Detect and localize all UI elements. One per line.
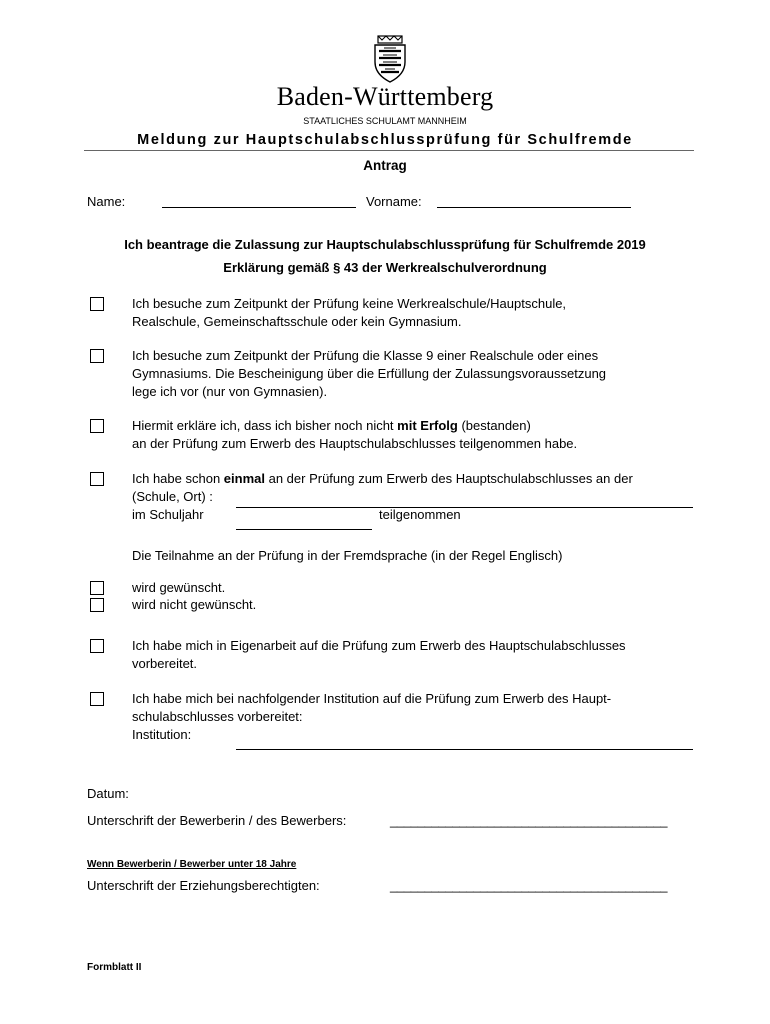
name-label: Name:: [87, 194, 126, 209]
text-segment: an der Prüfung zum Erwerb des Hauptschulabschlusses an der: [264, 471, 633, 486]
checkbox-attempted-once[interactable]: [90, 472, 104, 486]
option-self-study: [132, 637, 702, 673]
option-text-line: [132, 417, 702, 435]
title-divider: [84, 150, 694, 151]
office-name: STAATLICHES SCHULAMT MANNHEIM: [303, 116, 467, 126]
language-yes-label: wird gewünscht.: [132, 580, 226, 595]
checkbox-language-no[interactable]: [90, 598, 104, 612]
participated-label: teilgenommen: [379, 507, 461, 522]
date-label: Datum:: [87, 786, 129, 801]
option-text-line: Ich besuche zum Zeitpunkt der Prüfung die Klasse 9 einer Realschule oder eines: [132, 348, 599, 363]
school-year-label: im Schuljahr: [132, 507, 204, 522]
form-id: Formblatt II: [87, 962, 142, 973]
declaration-heading: Erklärung gemäß § 43 der Werkrealschulverordnung: [223, 260, 547, 275]
vorname-label: Vorname:: [366, 194, 422, 209]
option-text-line: Gymnasiums. Die Bescheinigung über die Erfüllung der Zulassungsvoraussetzung: [132, 366, 607, 381]
emphasis-text: einmal: [223, 471, 265, 486]
option-not-passed: [132, 417, 702, 453]
option-institution: [132, 690, 702, 744]
guardian-signature-field[interactable]: ________________________________________: [390, 878, 668, 893]
option-text-line: vorbereitet.: [132, 656, 198, 671]
option-text-line: Ich habe mich in Eigenarbeit auf die Prüfung zum Erwerb des Hauptschulabschlusses: [132, 638, 626, 653]
option-text-line: [132, 470, 702, 488]
institution-field[interactable]: [236, 749, 693, 750]
option-no-school: [132, 295, 702, 331]
school-place-label: (Schule, Ort) :: [132, 489, 213, 504]
language-no-label: wird nicht gewünscht.: [132, 597, 257, 612]
checkbox-language-yes[interactable]: [90, 581, 104, 595]
vorname-field[interactable]: [437, 207, 631, 208]
brand-name: Baden-Württemberg: [276, 82, 494, 111]
institution-label: Institution:: [132, 727, 192, 742]
option-text-line: Realschule, Gemeinschaftsschule oder kein Gymnasium.: [132, 314, 462, 329]
option-text-line: lege ich vor (nur von Gymnasien).: [132, 384, 328, 399]
school-year-field[interactable]: [236, 529, 372, 530]
application-statement: Ich beantrage die Zulassung zur Hauptschulabschlussprüfung für Schulfremde 2019: [124, 237, 646, 252]
checkbox-no-school[interactable]: [90, 297, 104, 311]
school-place-field[interactable]: [236, 507, 693, 508]
page-subtitle: Antrag: [363, 158, 407, 173]
applicant-signature-field[interactable]: ________________________________________: [390, 813, 668, 828]
option-class-9: [132, 347, 702, 401]
name-field[interactable]: [162, 207, 356, 208]
guardian-signature-label: Unterschrift der Erziehungsberechtigten:: [87, 878, 320, 893]
checkbox-class-9[interactable]: [90, 349, 104, 363]
emphasis-text: mit Erfolg: [397, 418, 458, 433]
option-text-line: Ich besuche zum Zeitpunkt der Prüfung keine Werkrealschule/Hauptschule,: [132, 296, 567, 311]
option-text-line: Ich habe mich bei nachfolgender Institution auf die Prüfung zum Erwerb des Haupt-: [132, 691, 612, 706]
page-title: Meldung zur Hauptschulabschlussprüfung für Schulfremde: [137, 132, 633, 148]
checkbox-institution[interactable]: [90, 692, 104, 706]
text-segment: (bestanden): [457, 418, 531, 433]
minor-note: Wenn Bewerberin / Bewerber unter 18 Jahre: [87, 859, 297, 870]
checkbox-self-study[interactable]: [90, 639, 104, 653]
text-segment: Ich habe schon: [132, 471, 224, 486]
language-intro: Die Teilnahme an der Prüfung in der Fremdsprache (in der Regel Englisch): [132, 548, 563, 563]
applicant-signature-label: Unterschrift der Bewerberin / des Bewerbers:: [87, 813, 347, 828]
option-text-line: schulabschlusses vorbereitet:: [132, 709, 303, 724]
checkbox-not-passed[interactable]: [90, 419, 104, 433]
text-segment: Hiermit erkläre ich, dass ich bisher noch nicht: [132, 418, 398, 433]
coat-of-arms-logo: [370, 34, 410, 84]
option-text-line: an der Prüfung zum Erwerb des Hauptschulabschlusses teilgenommen habe.: [132, 436, 578, 451]
